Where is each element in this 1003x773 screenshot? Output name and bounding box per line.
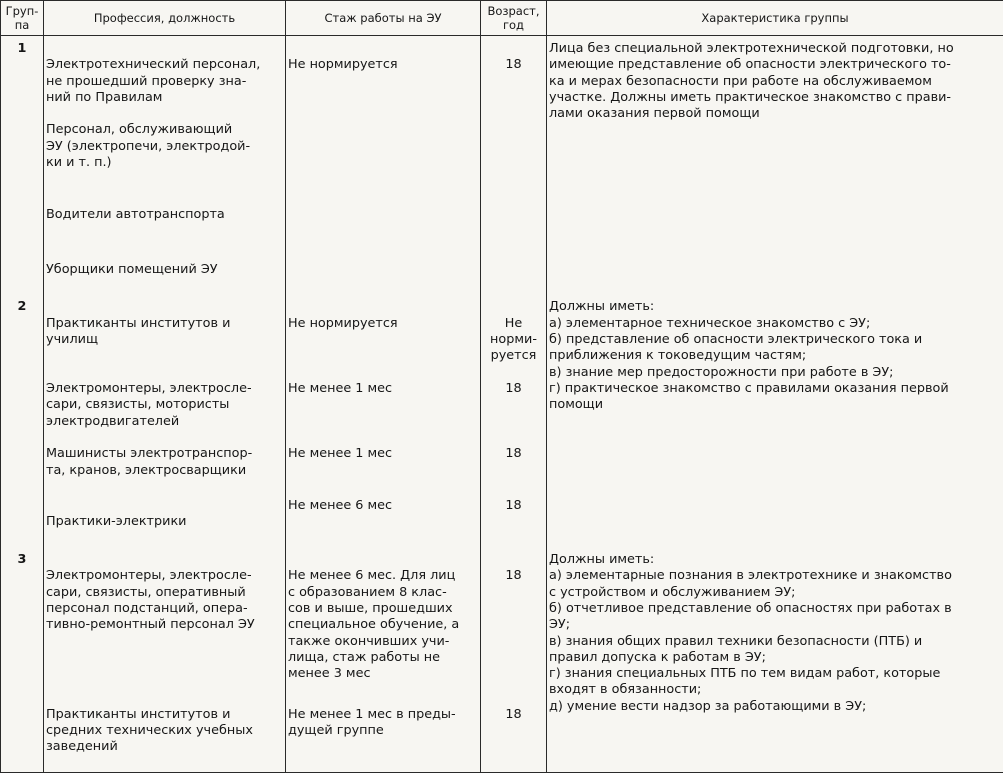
header-experience: Стаж работы на ЭУ bbox=[286, 1, 481, 36]
age-cell bbox=[481, 36, 547, 295]
age-cell bbox=[481, 547, 547, 772]
age-text: 18 bbox=[483, 498, 544, 514]
experience-text: Не менее 1 мес bbox=[288, 446, 478, 481]
age-text: 18 bbox=[483, 381, 544, 430]
header-group: Груп- па bbox=[1, 1, 44, 36]
profession-text: Практиканты институтов и училищ bbox=[46, 316, 283, 365]
experience-text: Не менее 6 мес. Для лиц с образованием 8 клас- сов и выше, прошедших специальное обучение, а также окончивших учи- лища, стаж работы не менее 3 мес bbox=[288, 568, 478, 690]
characteristic-cell: Должны иметь: а) элементарное техническое знакомство с ЭУ; б) представление об опасности электрического тока и приближения к токоведущим частям; в) знание мер предосторожности при работе в ЭУ; г) практическое знакомство с правилами оказания первой помощи bbox=[547, 294, 1003, 547]
age-cell bbox=[481, 294, 547, 547]
table-header-row bbox=[1, 1, 1003, 36]
characteristic-cell: Лица без специальной электротехнической подготовки, но имеющие представление об опасности электрического то- ка и мерах безопасности при работе на обслуживаемом участке. Должны иметь практическое знакомство с прави- лами оказания первой помощи bbox=[547, 36, 1003, 295]
profession-text: Практиканты институтов и средних технических учебных заведений bbox=[46, 707, 283, 756]
experience-text: Не менее 6 мес bbox=[288, 498, 478, 514]
experience-text: Не нормируется bbox=[288, 316, 478, 365]
profession-text: Уборщики помещений ЭУ bbox=[46, 262, 283, 278]
age-text: 18 bbox=[483, 568, 544, 690]
profession-cell bbox=[44, 36, 286, 295]
table-row bbox=[1, 294, 1003, 547]
experience-text: Не нормируется bbox=[288, 57, 478, 73]
experience-text: Не менее 1 мес bbox=[288, 381, 478, 430]
header-characteristic: Характеристика группы bbox=[547, 1, 1003, 36]
profession-text: Электромонтеры, электросле- сари, связисты, мотористы электродвигателей bbox=[46, 381, 283, 430]
experience-cell bbox=[286, 36, 481, 295]
group-number: 1 bbox=[1, 36, 44, 295]
age-text: 18 bbox=[483, 707, 544, 723]
group-number: 2 bbox=[1, 294, 44, 547]
header-age: Возраст, год bbox=[481, 1, 547, 36]
profession-text: Практики-электрики bbox=[46, 514, 283, 530]
age-text: 18 bbox=[483, 446, 544, 481]
profession-text: Машинисты электротранспор- та, кранов, электросварщики bbox=[46, 446, 283, 479]
profession-cell bbox=[44, 547, 286, 772]
experience-cell bbox=[286, 547, 481, 772]
profession-cell bbox=[44, 294, 286, 547]
profession-text: Водители автотранспорта bbox=[46, 207, 283, 223]
header-profession: Профессия, должность bbox=[44, 1, 286, 36]
profession-text: Электротехнический персонал, не прошедший проверку зна- ний по Правилам bbox=[46, 57, 283, 106]
group-number: 3 bbox=[1, 547, 44, 772]
profession-text: Персонал, обслуживающий ЭУ (электропечи, электродой- ки и т. п.) bbox=[46, 122, 283, 171]
profession-text: Электромонтеры, электросле- сари, связисты, оперативный персонал подстанций, опера- тивно-ремонтный персонал ЭУ bbox=[46, 568, 283, 690]
experience-cell bbox=[286, 294, 481, 547]
table-row bbox=[1, 36, 1003, 295]
experience-text: Не менее 1 мес в преды- дущей группе bbox=[288, 707, 478, 740]
age-text: 18 bbox=[483, 57, 544, 73]
age-text: Не норми- руется bbox=[483, 316, 544, 365]
characteristic-cell: Должны иметь: а) элементарные познания в электротехнике и знакомство с устройством и обслуживанием ЭУ; б) отчетливое представление об опасностях при работах в ЭУ; в) знания общих правил техники безопасности (ПТБ) и правил допуска к работам в ЭУ; г) знания специальных ПТБ по тем видам работ, которые входят в обязанности; д) умение вести надзор за работающими в ЭУ; bbox=[547, 547, 1003, 772]
table-row bbox=[1, 547, 1003, 772]
